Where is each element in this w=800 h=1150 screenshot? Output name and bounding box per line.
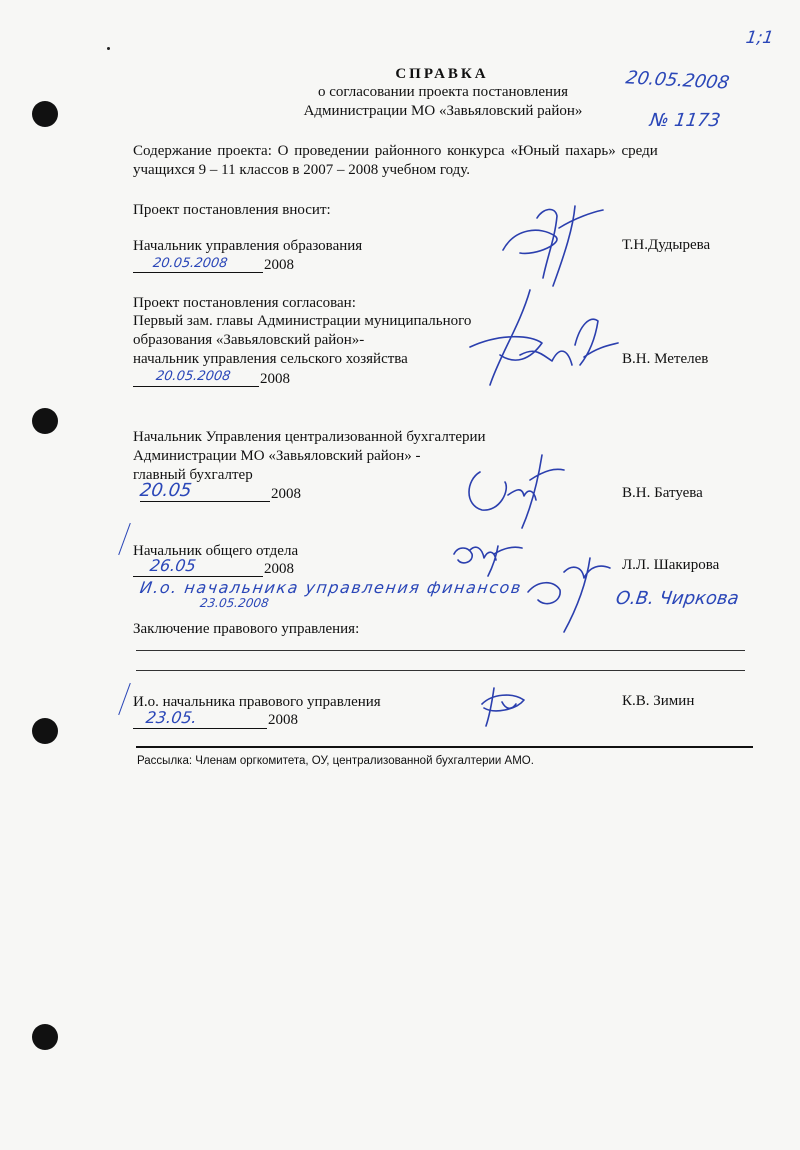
date-underline (140, 501, 270, 502)
signature-batueva (460, 450, 570, 530)
handwritten-date: 26.05 (148, 556, 198, 575)
finance-approver-name: О.В. Чиркова (614, 588, 741, 609)
date-year: 2008 (264, 257, 294, 273)
signature-dudyreva (495, 198, 615, 288)
signer-name: Л.Л. Шакирова (622, 557, 720, 573)
handwritten-date: 23.05. (144, 708, 199, 727)
registration-date: 20.05.2008 (624, 67, 732, 94)
binder-hole (32, 408, 58, 434)
approver-position-line: Начальник Управления централизованной бухгалтерии (133, 429, 486, 445)
approvals-label: Проект постановления согласован: (133, 295, 356, 311)
signer-name: В.Н. Батуева (622, 485, 703, 501)
handwritten-date: 20.05 (138, 480, 194, 501)
margin-check-mark (118, 683, 131, 715)
legal-position: И.о. начальника правового управления (133, 694, 381, 710)
handwritten-date: 20.05.2008 (151, 256, 229, 271)
legal-conclusion-label: Заключение правового управления: (133, 621, 360, 637)
margin-check-mark (118, 523, 131, 555)
approver-position-line: Администрации МО «Завьяловский район» - (133, 448, 421, 464)
finance-approval-note: И.о. начальника управления финансов (138, 578, 524, 597)
approver-position-line: Начальник общего отдела (133, 543, 299, 559)
content-line: Содержание проекта: О проведении районного конкурса «Юный пахарь» среди (133, 143, 658, 159)
approver-position-line: главный бухгалтер (133, 467, 253, 483)
signature-shakirova (448, 540, 528, 580)
content-line: учащихся 9 – 11 классов в 2007 – 2008 учебном году. (133, 162, 471, 178)
date-underline (133, 576, 263, 577)
blank-line (136, 650, 745, 651)
introducer-label: Проект постановления вносит: (133, 202, 331, 218)
date-year: 2008 (260, 371, 290, 387)
introducer-position: Начальник управления образования (133, 238, 363, 254)
signature-metelev (460, 285, 620, 405)
signature-chirkova (520, 550, 620, 640)
date-underline (133, 728, 267, 729)
corner-mark: 1;1 (744, 28, 775, 48)
binder-hole (32, 1024, 58, 1050)
approver-position-line: начальник управления сельского хозяйства (133, 351, 408, 367)
date-underline (133, 272, 263, 273)
signer-name: Т.Н.Дудырева (622, 237, 711, 253)
handwritten-date: 20.05.2008 (154, 369, 232, 384)
distribution-list: Рассылка: Членам оргкомитета, ОУ, централизованной бухгалтерии АМО. (137, 755, 534, 767)
blank-line (136, 670, 745, 671)
document-subtitle: Администрации МО «Завьяловский район» (303, 103, 583, 119)
footer-rule (136, 746, 753, 748)
document-title: СПРАВКА (395, 66, 489, 82)
date-underline (133, 386, 259, 387)
finance-approval-date: 23.05.2008 (199, 596, 270, 610)
speck (107, 47, 110, 50)
signature-zimin (472, 680, 532, 730)
date-year: 2008 (271, 486, 301, 502)
date-year: 2008 (264, 561, 294, 577)
signer-name: К.В. Зимин (622, 693, 695, 709)
binder-hole (32, 718, 58, 744)
document-subtitle: о согласовании проекта постановления (317, 84, 569, 100)
approver-position-line: Первый зам. главы Администрации муниципального (133, 313, 472, 329)
date-year: 2008 (268, 712, 298, 728)
signer-name: В.Н. Метелев (622, 351, 709, 367)
registration-number: № 1173 (648, 110, 722, 131)
approver-position-line: образования «Завьяловский район»- (133, 332, 365, 348)
